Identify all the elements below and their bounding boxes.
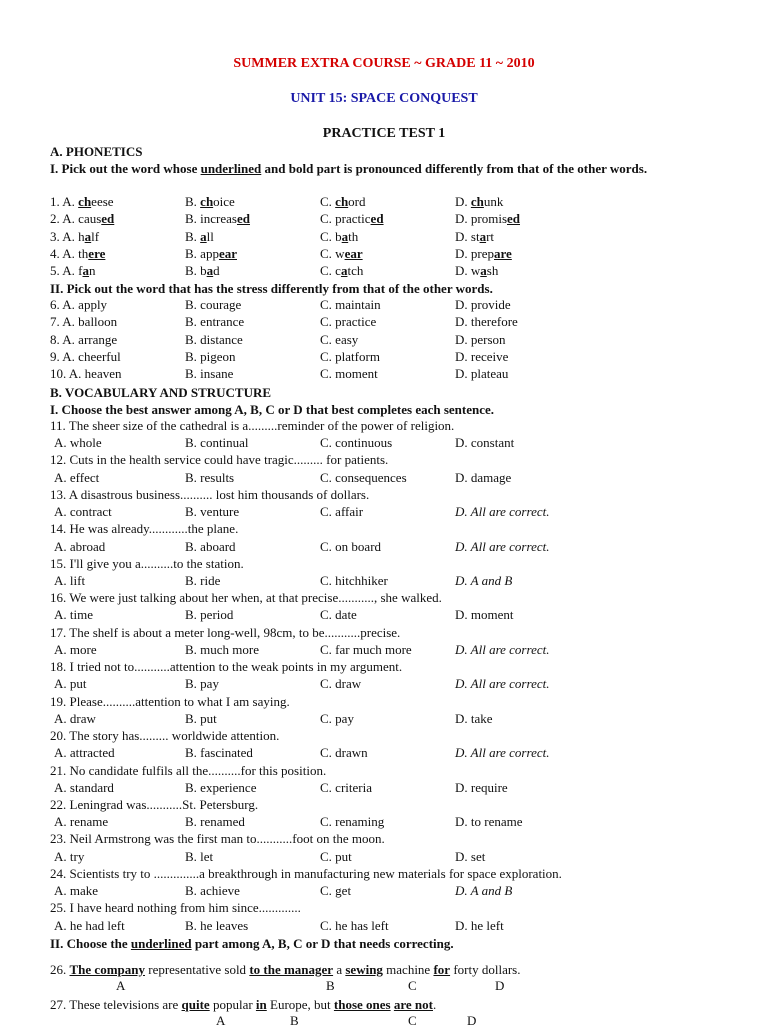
stress-option-7-b: B. entrance [185,314,245,330]
answer-option-12-a: A. effect [54,469,100,485]
answer-option-25-c: C. he has left [320,917,389,933]
question-22: 22. Leningrad was...........St. Petersburg. [50,796,259,812]
answer-option-24-d: D. A and B [455,883,513,899]
answer-option-17-c: C. far much more [320,641,412,657]
test-title: PRACTICE TEST 1 [322,126,446,141]
answer-option-22-c: C. renaming [320,814,385,830]
answer-option-20-c: C. drawn [320,745,368,761]
question-13: 13. A disastrous business.......... lost him thousands of dollars. [50,486,370,502]
answer-option-23-a: A. try [54,848,85,864]
answer-option-17-d: D. All are correct. [455,641,550,657]
answer-option-13-a: A. contract [54,504,112,520]
answer-option-16-a: A. time [54,607,93,623]
stress-option-8-b: B. distance [185,331,243,347]
phonetic-option-1-a: 1. A. cheese [50,194,114,209]
phonetic-option-5-b: B. bad [185,263,220,279]
answer-option-19-c: C. pay [320,710,354,726]
q27-letter-c: C [408,1013,417,1028]
answer-option-11-a: A. whole [54,435,102,451]
phonetic-option-5-c: C. catch [320,263,364,279]
unit-title: UNIT 15: SPACE CONQUEST [290,91,478,106]
stress-option-8-a: 8. A. arrange [50,331,118,347]
answer-option-11-b: B. continual [185,435,249,451]
answer-option-15-d: D. A and B [455,573,513,588]
phonetic-option-2-d: D. promised [455,211,520,227]
phonetic-option-3-b: B. all [185,228,214,244]
phonetic-option-1-c: C. chord [320,194,366,209]
phonetic-option-4-b: B. appear [185,245,237,261]
answer-option-17-a: A. more [54,641,97,657]
question-11: 11. The sheer size of the cathedral is a.........reminder of the power of religion. [50,418,455,433]
question-24: 24. Scientists try to ..............a breakthrough in manufacturing new materials for space exploration. [50,865,562,881]
q27-letter-d: D [467,1013,477,1028]
phonetic-option-3-c: C. bath [320,228,359,244]
phonetic-option-4-c: C. wear [320,245,363,261]
answer-option-12-b: B. results [185,469,235,485]
question-23: 23. Neil Armstrong was the first man to...........foot on the moon. [50,831,385,847]
answer-option-22-d: D. to rename [455,814,523,830]
answer-option-19-b: B. put [185,710,217,726]
stress-option-9-b: B. pigeon [185,348,236,364]
answer-option-13-d: D. All are correct. [455,504,550,520]
phonetic-option-3-a: 3. A. half [50,228,100,244]
phonetic-option-5-d: D. wash [455,263,499,279]
answer-option-11-d: D. constant [455,435,515,451]
question-12: 12. Cuts in the health service could have tragic......... for patients. [50,452,389,468]
answer-option-13-b: B. venture [185,504,240,520]
phonetic-option-2-a: 2. A. caused [50,211,115,227]
question-14: 14. He was already............the plane. [50,521,239,537]
question-15: 15. I'll give you a..........to the station. [50,555,244,571]
phonetic-option-2-b: B. increased [185,211,250,227]
answer-option-18-a: A. put [54,676,87,692]
q27-letter-a: A [216,1013,226,1028]
answer-option-24-a: A. make [54,883,99,899]
answer-option-14-b: B. aboard [185,538,236,554]
answer-option-12-d: D. damage [455,469,512,485]
stress-option-10-a: 10. A. heaven [50,366,122,382]
answer-option-14-a: A. abroad [54,538,106,554]
answer-option-21-a: A. standard [54,779,114,795]
phonetics-instruction: I. Pick out the word whose underlined and bold part is pronounced differently from that of the other words. [50,161,648,176]
answer-option-19-a: A. draw [54,710,96,726]
stress-instruction: II. Pick out the word that has the stress differently from that of the other words. [50,281,493,296]
stress-option-9-c: C. platform [320,348,380,364]
stress-option-6-c: C. maintain [320,297,381,312]
question-27: 27. These televisions are quite popular in Europe, but those ones are not. [50,997,437,1012]
stress-option-7-d: D. therefore [455,314,518,330]
answer-option-22-a: A. rename [54,814,109,830]
answer-option-14-c: C. on board [320,538,382,554]
answer-option-20-b: B. fascinated [185,745,253,761]
stress-option-7-a: 7. A. balloon [50,314,118,330]
answer-option-16-d: D. moment [455,607,514,623]
stress-option-10-b: B. insane [185,366,234,382]
stress-option-8-d: D. person [455,331,506,347]
stress-option-7-c: C. practice [320,314,377,330]
phonetic-option-5-a: 5. A. fan [50,263,96,279]
question-26: 26. The company representative sold to the manager a sewing machine for forty dollars. [50,962,521,977]
question-19: 19. Please..........attention to what I am saying. [50,693,290,709]
answer-option-24-b: B. achieve [185,883,240,899]
phonetic-option-4-d: D. prepare [455,245,512,261]
answer-option-25-a: A. he had left [54,917,125,933]
answer-option-15-c: C. hitchhiker [320,573,388,588]
q27-letter-b: B [290,1013,299,1028]
phonetic-option-3-d: D. start [455,228,495,244]
stress-option-10-c: C. moment [320,366,378,382]
phonetic-option-1-d: D. chunk [455,194,504,209]
answer-option-13-c: C. affair [320,504,364,520]
answer-option-25-b: B. he leaves [185,917,249,933]
answer-option-15-b: B. ride [185,573,221,588]
answer-option-16-b: B. period [185,607,234,623]
stress-option-9-a: 9. A. cheerful [50,348,121,364]
answer-option-17-b: B. much more [185,641,260,657]
answer-option-24-c: C. get [320,883,352,899]
answer-option-21-d: D. require [455,779,508,795]
answer-option-23-b: B. let [185,848,214,864]
stress-option-8-c: C. easy [320,331,359,347]
answer-option-23-c: C. put [320,848,352,864]
q26-letter-d: D [495,978,505,993]
answer-option-18-b: B. pay [185,676,219,692]
error-instruction: II. Choose the underlined part among A, B, C or D that needs correcting. [50,936,454,951]
question-17: 17. The shelf is about a meter long-well, 98cm, to be...........precise. [50,624,401,640]
answer-option-20-d: D. All are correct. [455,745,550,761]
stress-option-6-b: B. courage [185,297,242,312]
answer-option-15-a: A. lift [54,573,86,588]
answer-option-21-b: B. experience [185,779,257,795]
phonetic-option-4-a: 4. A. there [50,245,106,261]
section-b-title: B. VOCABULARY AND STRUCTURE [50,385,272,400]
q26-letter-b: B [326,978,335,993]
answer-option-23-d: D. set [455,848,486,864]
answer-option-18-c: C. draw [320,676,362,692]
answer-option-20-a: A. attracted [54,745,115,761]
stress-option-9-d: D. receive [455,348,509,364]
course-title: SUMMER EXTRA COURSE ~ GRADE 11 ~ 2010 [233,56,535,71]
phonetic-option-2-c: C. practiced [320,211,384,227]
section-a-title: A. PHONETICS [50,144,143,159]
answer-option-25-d: D. he left [455,917,504,933]
answer-option-16-c: C. date [320,607,357,623]
vocab-instruction: I. Choose the best answer among A, B, C or D that best completes each sentence. [50,402,495,417]
question-21: 21. No candidate fulfils all the..........for this position. [50,762,327,778]
answer-option-22-b: B. renamed [185,814,245,830]
q26-letter-a: A [116,978,126,993]
answer-option-14-d: D. All are correct. [455,538,550,554]
q26-letter-c: C [408,978,417,993]
question-25: 25. I have heard nothing from him since............. [50,900,301,916]
answer-option-21-c: C. criteria [320,779,372,795]
question-18: 18. I tried not to...........attention to the weak points in my argument. [50,659,403,675]
answer-option-18-d: D. All are correct. [455,676,550,692]
answer-option-11-c: C. continuous [320,435,393,451]
stress-option-10-d: D. plateau [455,366,509,382]
answer-option-12-c: C. consequences [320,469,407,485]
answer-option-19-d: D. take [455,710,493,726]
stress-option-6-d: D. provide [455,297,511,312]
stress-option-6-a: 6. A. apply [50,297,108,312]
phonetic-option-1-b: B. choice [185,194,235,209]
question-20: 20. The story has......... worldwide attention. [50,728,280,744]
question-16: 16. We were just talking about her when, at that precise..........., she walked. [50,590,442,606]
